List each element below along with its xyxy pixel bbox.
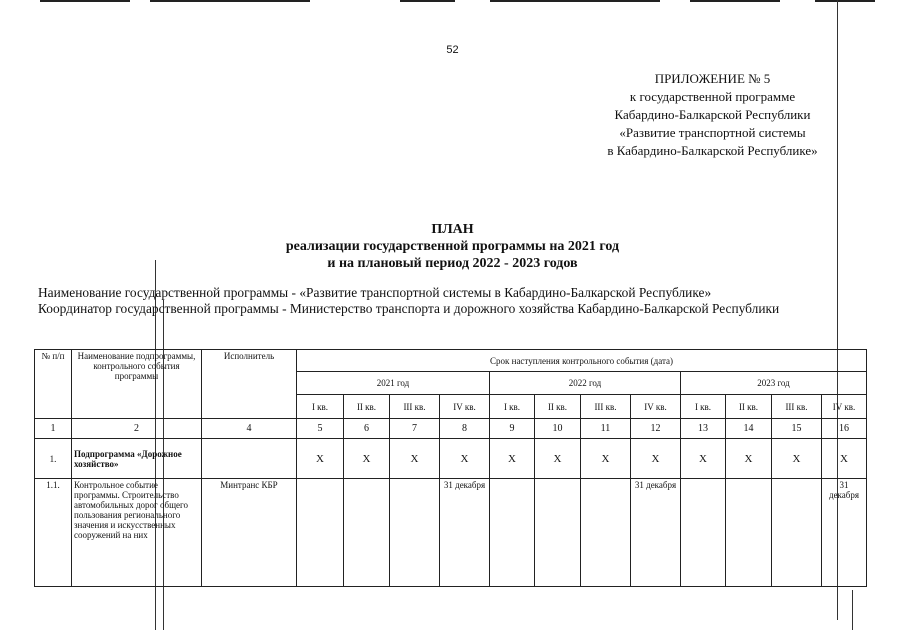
row-cell: Х [535,439,581,479]
header-executor: Исполнитель [202,350,297,419]
row-cell [726,479,772,587]
header-year: 2022 год [490,372,681,395]
row-cell [490,479,535,587]
column-number: 12 [631,419,681,439]
scan-artifact-line [40,0,130,2]
column-number: 16 [822,419,867,439]
row-name: Подпрограмма «Дорожное хозяйство» [72,439,202,479]
row-num: 1. [35,439,72,479]
title-line: и на плановый период 2022 - 2023 годов [327,256,578,271]
table-row [35,439,867,479]
appendix-block [560,70,865,160]
header-deadline: Срок наступления контрольного события (дата) [297,350,867,372]
header-year: 2021 год [297,372,490,395]
page-number: 52 [446,44,459,56]
plan-table [34,349,867,587]
row-num: 1.1. [35,479,72,587]
row-cell: Х [581,439,631,479]
header-quarter: I кв. [681,395,726,419]
row-cell: Х [772,439,822,479]
header-quarter: I кв. [490,395,535,419]
row-cell: Х [681,439,726,479]
row-cell [344,479,390,587]
row-cell: 31 декабря [440,479,490,587]
program-coordinator: Координатор государственной программы - Министерство транспорта и дорожного хозяйства Кабардино-Балкарской Республики [38,301,780,316]
title-line: реализации государственной программы на 2021 год [285,239,620,254]
column-number: 13 [681,419,726,439]
column-number: 11 [581,419,631,439]
header-quarter: IV кв. [631,395,681,419]
column-number: 15 [772,419,822,439]
appendix-line: в Кабардино-Балкарской Республике» [607,143,818,158]
plan-title [0,221,905,272]
appendix-line: ПРИЛОЖЕНИЕ № 5 [654,71,771,86]
header-num: № п/п [35,350,72,419]
scan-artifact-line [490,0,660,2]
appendix-line: «Развитие транспортной системы [619,125,806,140]
row-cell: Х [390,439,440,479]
column-number: 2 [72,419,202,439]
row-cell: 31 декабря [631,479,681,587]
table-row [35,479,867,587]
scan-artifact-line [690,0,780,2]
row-cell: Х [440,439,490,479]
row-cell [535,479,581,587]
row-cell [772,479,822,587]
column-number: 10 [535,419,581,439]
header-quarter: I кв. [297,395,344,419]
program-name: Наименование государственной программы - «Развитие транспортной системы в Кабардино-Балкарской Республике» [38,285,712,300]
row-executor [202,439,297,479]
header-quarter: III кв. [390,395,440,419]
header-quarter: II кв. [344,395,390,419]
title-line: ПЛАН [431,222,474,237]
header-quarter: IV кв. [822,395,867,419]
column-number: 6 [344,419,390,439]
header-year: 2023 год [681,372,867,395]
appendix-line: Кабардино-Балкарской Республики [614,107,811,122]
header-quarter: II кв. [535,395,581,419]
column-number: 14 [726,419,772,439]
row-cell: Х [631,439,681,479]
row-executor: Минтранс КБР [202,479,297,587]
row-cell: Х [490,439,535,479]
row-cell: 31 декабря [822,479,867,587]
column-number: 1 [35,419,72,439]
row-cell: Х [822,439,867,479]
row-cell: Х [344,439,390,479]
row-cell [681,479,726,587]
scan-artifact-line [815,0,875,2]
row-cell [297,479,344,587]
row-name: Контрольное событие программы. Строительство автомобильных дорог общего пользования регионального значения и искусственных сооружений на них [72,479,202,587]
column-number: 7 [390,419,440,439]
appendix-line: к государственной программе [629,89,796,104]
row-cell [390,479,440,587]
column-number: 8 [440,419,490,439]
header-quarter: III кв. [581,395,631,419]
row-cell [581,479,631,587]
header-quarter: II кв. [726,395,772,419]
header-quarter: III кв. [772,395,822,419]
scan-artifact-vline [852,590,853,630]
program-info [38,285,866,317]
header-name: Наименование подпрограммы, контрольного события программы [72,350,202,419]
column-number: 9 [490,419,535,439]
column-number: 5 [297,419,344,439]
scan-artifact-line [400,0,455,2]
row-cell: Х [297,439,344,479]
row-cell: Х [726,439,772,479]
scan-artifact-line [150,0,310,2]
column-number: 4 [202,419,297,439]
header-quarter: IV кв. [440,395,490,419]
